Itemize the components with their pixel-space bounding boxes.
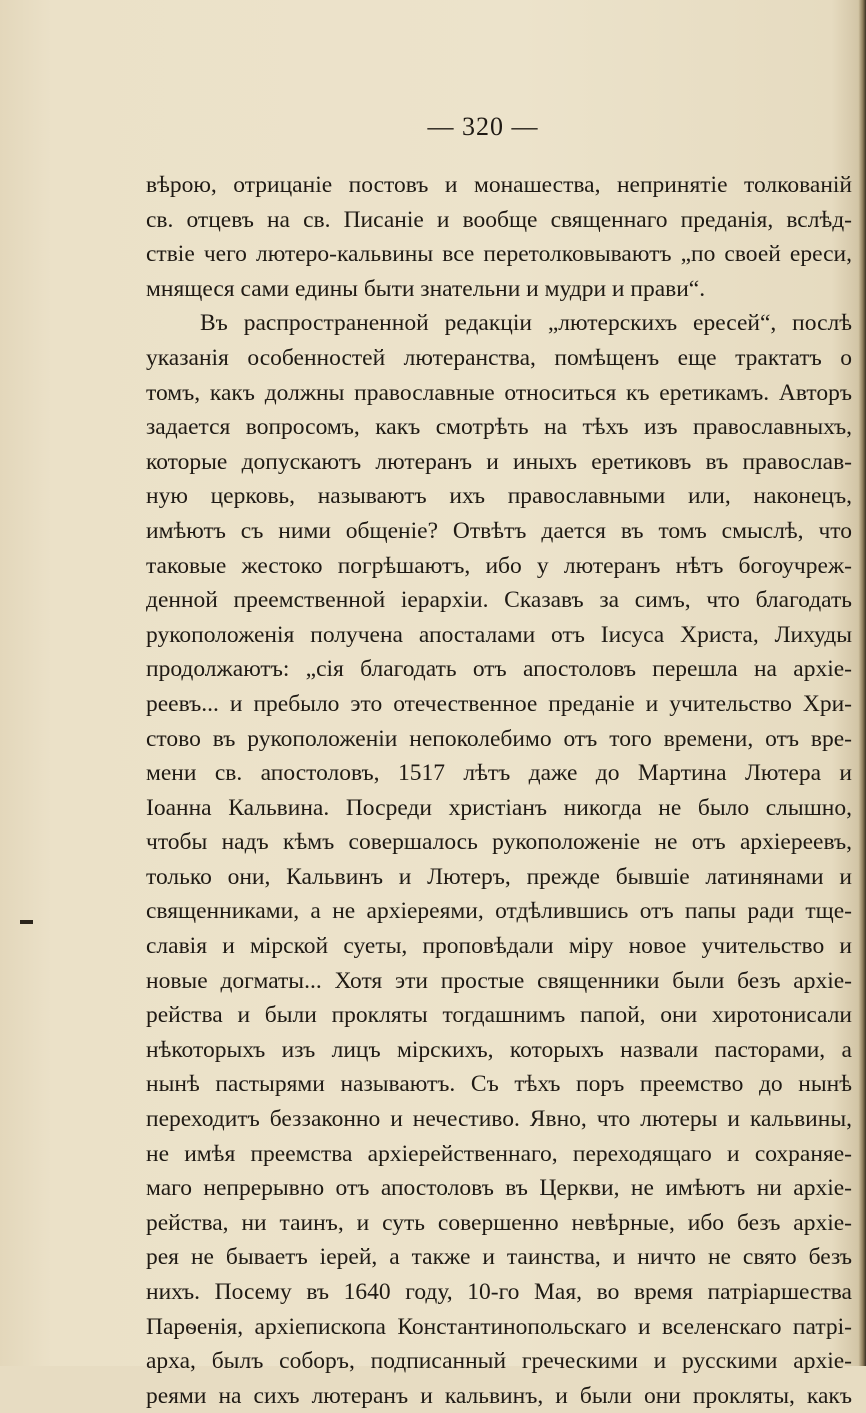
margin-mark <box>20 920 33 924</box>
text-line: новые догматы... Хотя эти простые священники были безъ архіе- <box>146 967 852 994</box>
text-line: нихъ. Посему въ 1640 году, 10-го Мая, во время патріаршества <box>146 1279 852 1305</box>
text-line: Парѳенія, архіепископа Константинопольскаго и вселенскаго патрі- <box>146 1313 852 1340</box>
text-line: стово въ рукоположеніи непоколебимо отъ того времени, отъ вре- <box>146 725 852 752</box>
text-line: таковые жестоко погрѣшаютъ, ибо у лютеранъ нѣтъ богоучреж- <box>146 552 852 579</box>
text-line: реями на сихъ лютеранъ и кальвинъ, и были они прокляты, какъ <box>146 1382 852 1409</box>
text-line: нѣкоторыхъ изъ лицъ мірскихъ, которыхъ назвали пасторами, а <box>146 1036 852 1063</box>
text-line: ствіе чего лютеро-кальвины все перетолковываютъ „по своей ереси, <box>146 241 852 268</box>
text-line: имѣютъ съ ними общеніе? Отвѣтъ дается въ томъ смыслѣ, что <box>146 517 852 544</box>
text-line: св. отцевъ на св. Писаніе и вообще священнаго преданія, вслѣд- <box>146 206 852 233</box>
text-line: Іоанна Кальвина. Посреди христіанъ никогда не было слышно, <box>146 794 852 821</box>
text-line: вѣрою, отрицаніе постовъ и монашества, непринятіе толкованій <box>146 172 852 198</box>
text-line: рейства, ни таинъ, и суть совершенно невѣрные, ибо безъ архіе- <box>146 1209 852 1236</box>
text-line: переходитъ беззаконно и нечестиво. Явно, что лютеры и кальвины, <box>146 1106 852 1133</box>
text-line: продолжаютъ: „сія благодать отъ апостоловъ перешла на архіе- <box>146 656 852 683</box>
page-binding-edge <box>858 0 866 1366</box>
text-line: нынѣ пастырями называютъ. Съ тѣхъ поръ преемство до нынѣ <box>146 1071 852 1098</box>
body-text <box>146 168 852 1413</box>
text-line: задается вопросомъ, какъ смотрѣть на тѣхъ изъ православныхъ, <box>146 414 852 441</box>
text-line: мнящеся сами едины быти знательни и мудри и прави“. <box>146 275 706 302</box>
text-line: реевъ... и пребыло это отечественное преданіе и учительство Хри- <box>146 690 852 717</box>
text-line: чтобы надъ кѣмъ совершалось рукоположеніе не отъ архіереевъ, <box>146 829 852 856</box>
page-number: — 320 — <box>427 112 539 141</box>
text-line: рейства и были прокляты тогдашнимъ папой, они хиротонисали <box>146 1002 852 1029</box>
text-line: маго непрерывно отъ апостоловъ въ Церкви, не имѣютъ ни архіе- <box>146 1175 852 1202</box>
text-line: славія и мірской суеты, проповѣдали міру новое учительство и <box>146 933 852 960</box>
text-line: денной преемственной іерархіи. Сказавъ за симъ, что благодать <box>146 587 852 614</box>
text-line: только они, Кальвинъ и Лютеръ, прежде бывшіе латинянами и <box>146 863 852 890</box>
text-line: не имѣя преемства архіерейственнаго, переходящаго и сохраняе- <box>146 1140 852 1167</box>
paragraph-start-line: Въ распространенной редакціи „лютерскихъ ересей“, послѣ <box>200 310 852 337</box>
text-line: рукоположенія получена апосталами отъ Іисуса Христа, Лихуды <box>146 621 852 648</box>
text-line: томъ, какъ должны православные относиться къ еретикамъ. Авторъ <box>146 379 852 406</box>
text-line: рея не бываетъ іерей, а также и таинства, и ничто не свято безъ <box>146 1244 852 1271</box>
text-line: указанія особенностей лютеранства, помѣщенъ еще трактатъ о <box>146 344 852 371</box>
text-line: священниками, а не архіереями, отдѣлившись отъ папы ради тще- <box>146 898 852 925</box>
text-line: которые допускаютъ лютеранъ и иныхъ еретиковъ въ православ- <box>146 448 852 475</box>
text-line: арха, былъ соборъ, подписанный греческими и русскими архіе- <box>146 1348 852 1375</box>
text-line: мени св. апостоловъ, 1517 лѣтъ даже до Мартина Лютера и <box>146 760 852 787</box>
text-line: ную церковь, называютъ ихъ православными или, наконецъ, <box>146 483 852 510</box>
